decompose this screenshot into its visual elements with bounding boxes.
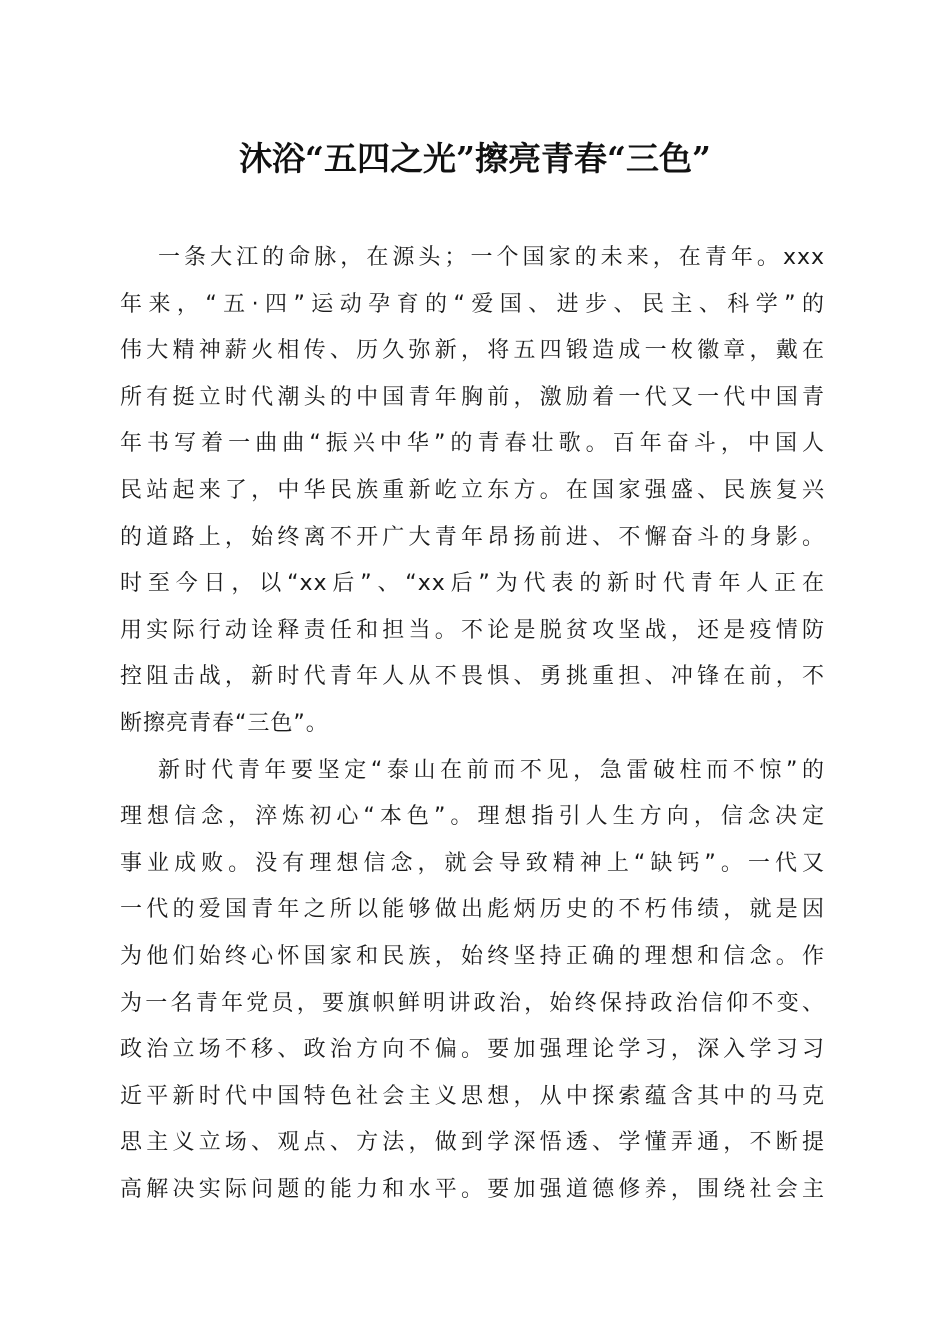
text-line: 思主义立场、观点、方法，做到学深悟透、学懂弄通，不断提 — [120, 1130, 825, 1156]
text-line: 年书写着一曲曲“振兴中华”的青春壮歌。百年奋斗，中国人 — [120, 431, 825, 457]
text-line: 时至今日，以“xx后”、“xx后”为代表的新时代青年人正在 — [120, 571, 825, 597]
text-line: 一条大江的命脉，在源头；一个国家的未来，在青年。xxx — [158, 245, 825, 270]
text-line: 近平新时代中国特色社会主义思想，从中探索蕴含其中的马克 — [120, 1083, 825, 1109]
text-line: 所有挺立时代潮头的中国青年胸前，激励着一代又一代中国青 — [120, 384, 825, 410]
text-line: 断擦亮青春“三色”。 — [120, 710, 329, 736]
text-line: 为一名青年党员，要旗帜鲜明讲政治，始终保持政治信仰不变、 — [120, 990, 825, 1016]
text-line: 事业成败。没有理想信念，就会导致精神上“缺钙”。一代又 — [120, 850, 825, 876]
text-line: 伟大精神薪火相传、历久弥新，将五四锻造成一枚徽章，戴在 — [120, 338, 825, 364]
text-line: 为他们始终心怀国家和民族，始终坚持正确的理想和信念。作 — [120, 943, 825, 969]
document-title: 沐浴“五四之光”擦亮青春“三色” — [239, 139, 711, 178]
text-line: 新时代青年要坚定“泰山在前而不见，急雷破柱而不惊”的 — [158, 757, 825, 783]
text-line: 的道路上，始终离不开广大青年昂扬前进、不懈奋斗的身影。 — [120, 524, 825, 550]
paragraph-1 — [120, 235, 825, 748]
document-body — [120, 235, 825, 1213]
text-line: 控阻击战，新时代青年人从不畏惧、勇挑重担、冲锋在前，不 — [120, 664, 825, 690]
paragraph-2 — [120, 748, 825, 1214]
text-line: 理想信念，淬炼初心“本色”。理想指引人生方向，信念决定 — [120, 804, 825, 830]
text-line: 政治立场不移、政治方向不偏。要加强理论学习，深入学习习 — [120, 1037, 825, 1063]
text-line: 年来，“五·四”运动孕育的“爱国、进步、民主、科学”的 — [120, 291, 825, 317]
text-line: 民站起来了，中华民族重新屹立东方。在国家强盛、民族复兴 — [120, 477, 825, 503]
text-line: 用实际行动诠释责任和担当。不论是脱贫攻坚战，还是疫情防 — [120, 617, 825, 643]
text-line: 高解决实际问题的能力和水平。要加强道德修养，围绕社会主 — [120, 1176, 825, 1202]
text-line: 一代的爱国青年之所以能够做出彪炳历史的不朽伟绩，就是因 — [120, 897, 825, 923]
